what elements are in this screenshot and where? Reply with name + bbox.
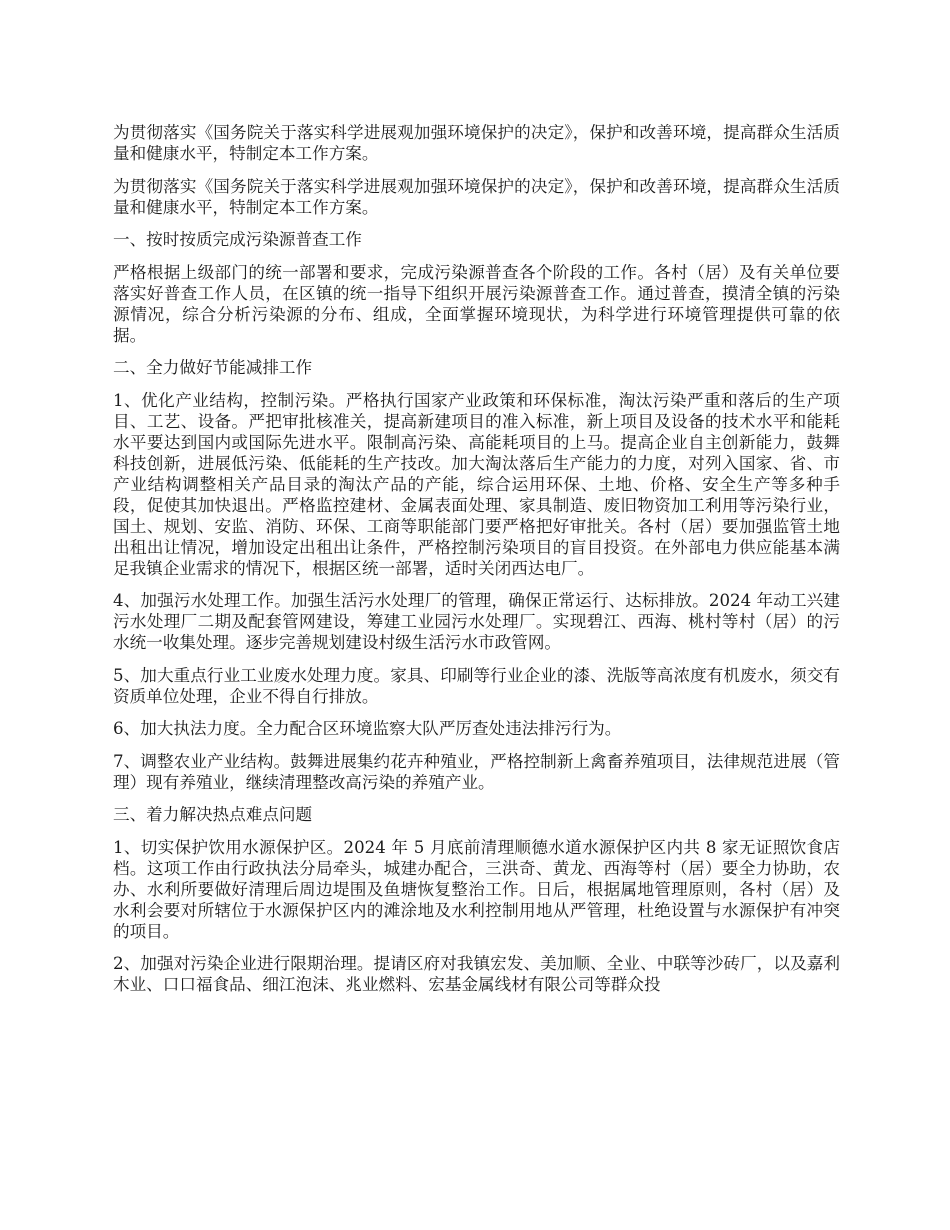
item-7-agriculture: 7、调整农业产业结构。鼓舞进展集约花卉种殖业，严格控制新上禽畜养殖项目，法律规范进展（管理）现有养殖业，继续清理整改高污染的养殖产业。	[113, 751, 840, 792]
item-1-water-source-protection: 1、切实保护饮用水源保护区。2024 年 5 月底前清理顺德水道水源保护区内共 8 家无证照饮食店档。这项工作由行政执法分局牵头，城建办配合，三洪奇、黄龙、西海等村（居）要全力协助，农办、水利所要做好清理后周边堤围及鱼塘恢复整治工作。日后，根据属地管理原则，各村（居）及水利会要对所辖位于水源保护区内的滩涂地及水利控制用地从严管理，杜绝设置与水源保护有冲突的项目。	[113, 837, 840, 941]
section-heading-3: 三、着力解决热点难点问题	[113, 805, 313, 824]
item-4-sewage-treatment: 4、加强污水处理工作。加强生活污水处理厂的管理，确保正常运行、达标排放。2024 年动工兴建污水处理厂二期及配套管网建设，筹建工业园污水处理厂。实现碧江、西海、桃村等村（居）的污水统一收集处理。逐步完善规划建设村级生活污水市政管网。	[113, 591, 840, 652]
section-heading-2: 二、全力做好节能减排工作	[113, 358, 313, 377]
item-5-industrial-wastewater: 5、加大重点行业工业废水处理力度。家具、印刷等行业企业的漆、洗版等高浓度有机废水，须交有资质单位处理，企业不得自行排放。	[113, 665, 840, 706]
item-1-industry-structure: 1、优化产业结构，控制污染。严格执行国家产业政策和环保标准，淘汰污染严重和落后的生产项目、工艺、设备。严把审批核准关，提高新建项目的准入标准，新上项目及设备的技术水平和能耗水平要达到国内或国际先进水平。限制高污染、高能耗项目的上马。提高企业自主创新能力，鼓舞科技创新，进展低污染、低能耗的生产技改。加大淘汰落后生产能力的力度，对列入国家、省、市产业结构调整相关产品目录的淘汰产品的产能，综合运用环保、土地、价格、安全生产等多种手段，促使其加快退出。严格监控建材、金属表面处理、家具制造、废旧物资加工利用等污染行业，国土、规划、安监、消防、环保、工商等职能部门要严格把好审批关。各村（居）要加强监管土地出租出让情况，增加设定出租出让条件，严格控制污染项目的盲目投资。在外部电力供应能基本满足我镇企业需求的情况下，根据区统一部署，适时关闭西达电厂。	[113, 390, 840, 578]
intro-paragraph: 为贯彻落实《国务院关于落实科学进展观加强环境保护的决定》，保护和改善环境，提高群众生活质量和健康水平，特制定本工作方案。	[113, 123, 840, 163]
section-heading-1: 一、按时按质完成污染源普查工作	[113, 230, 362, 249]
document-page	[113, 122, 840, 1007]
item-6-enforcement: 6、加大执法力度。全力配合区环境监察大队严厉查处违法排污行为。	[113, 719, 622, 738]
section-1-paragraph: 严格根据上级部门的统一部署和要求，完成污染源普查各个阶段的工作。各村（居）及有关单位要落实好普查工作人员，在区镇的统一指导下组织开展污染源普查工作。通过普查，摸清全镇的污染源情况，综合分析污染源的分布、组成，全面掌握环境现状，为科学进行环境管理提供可靠的依据。	[113, 262, 840, 345]
item-2-pollution-remediation: 2、加强对污染企业进行限期治理。提请区府对我镇宏发、美加顺、全业、中联等沙砖厂，以及嘉利木业、口口福食品、细江泡沫、兆业燃料、宏基金属线材有限公司等群众投	[113, 954, 840, 994]
intro-paragraph-repeat: 为贯彻落实《国务院关于落实科学进展观加强环境保护的决定》，保护和改善环境，提高群众生活质量和健康水平，特制定本工作方案。	[113, 176, 840, 217]
